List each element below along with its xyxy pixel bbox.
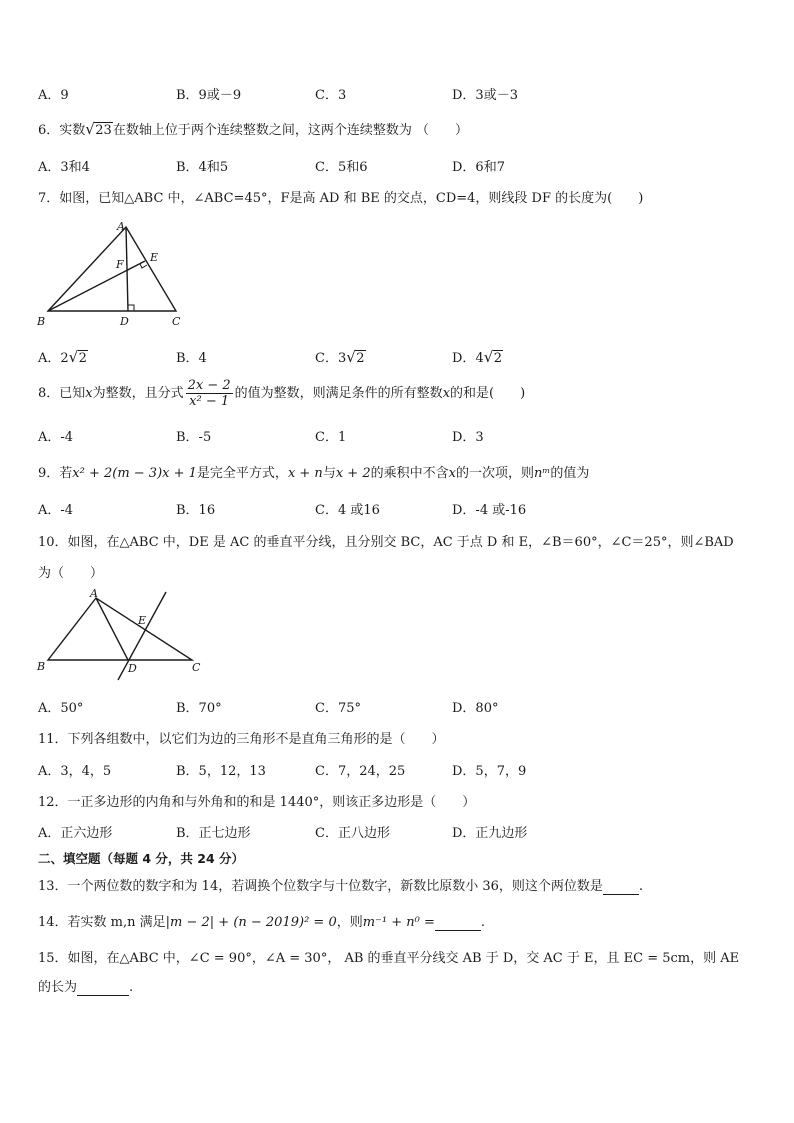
q8-option-d[interactable]: D．3	[452, 430, 484, 445]
q10-label-a: A	[90, 587, 98, 600]
q6-radicand: 23	[95, 123, 112, 138]
q7-stem: 7．如图，已知△ABC 中，∠ABC=45°，F是高 AD 和 BE 的交点，CD=4，则线段 DF 的长度为( )	[38, 191, 644, 206]
section-2-title: 二、填空题（每题 4 分，共 24 分）	[38, 851, 245, 866]
q7-option-c[interactable]	[315, 347, 366, 366]
q8-mid: 为整数，且分式	[92, 386, 184, 401]
q9-expr1: x² + 2(m − 3)x + 1	[72, 466, 197, 481]
q8-fraction	[186, 378, 233, 409]
q7-label-a: A	[117, 220, 125, 233]
q9-stem	[38, 462, 589, 481]
q8-frac-den: x² − 1	[189, 394, 230, 409]
q7-option-d-prefix: D．	[452, 351, 476, 366]
q9-mid4: 的一次项，则	[455, 466, 534, 481]
q11-option-a[interactable]: A．3，4，5	[38, 764, 112, 779]
q7-option-c-coef: 3	[337, 351, 347, 366]
q9-expr4: nᵐ	[533, 466, 551, 481]
q10-segment-ad	[96, 598, 128, 660]
q6-prefix: 6．实数	[38, 123, 86, 138]
q9-var-x: x	[448, 466, 456, 481]
q11-options	[38, 760, 758, 778]
q8-prefix: 8．已知	[38, 386, 86, 401]
q9-end: 的值为	[550, 466, 590, 481]
q10-option-a[interactable]: A．50°	[38, 701, 84, 716]
q10-label-b: B	[37, 660, 46, 673]
q7-altitude-be	[48, 261, 145, 311]
q15-line2-text: 的长为	[38, 980, 78, 995]
q9-option-b[interactable]: B．16	[176, 503, 216, 518]
q5-option-a[interactable]: A．9	[38, 88, 69, 103]
q9-expr2: x + n	[287, 466, 323, 481]
q7-right-angle-d	[128, 305, 134, 311]
q7-triangle	[48, 227, 176, 311]
q7-label-c: C	[172, 315, 181, 328]
q10-label-d: D	[128, 662, 137, 675]
q11-option-b[interactable]: B．5，12，13	[176, 764, 266, 779]
q14-mid: ，则	[336, 915, 363, 930]
q7-option-a-prefix: A．	[38, 351, 61, 366]
q8-option-b[interactable]: B．-5	[176, 430, 212, 445]
q11-option-c[interactable]: C．7，24，25	[315, 764, 406, 779]
q12-option-a[interactable]: A．正六边形	[38, 826, 113, 841]
q13-answer-blank[interactable]	[603, 879, 639, 895]
q14-answer-blank[interactable]	[435, 915, 481, 931]
q10-option-b[interactable]: B．70°	[176, 701, 222, 716]
q7-option-d-rad: 2	[493, 351, 502, 366]
q10-option-c[interactable]: C．75°	[315, 701, 361, 716]
q7-option-a[interactable]	[38, 347, 88, 366]
q10-stem-line2: 为（ ）	[38, 566, 104, 581]
q6-stem	[38, 119, 468, 138]
q9-mid2: 与	[322, 466, 336, 481]
q7-option-c-sqrt: √ 2	[346, 348, 365, 366]
q10-label-e: E	[138, 614, 147, 627]
q6-option-b[interactable]: B．4和5	[176, 160, 229, 175]
q15-stem-line2	[38, 976, 133, 996]
q12-option-b[interactable]: B．正七边形	[176, 826, 251, 841]
q8-frac-num: 2x − 2	[187, 378, 231, 393]
q9-expr3: x + 2	[335, 466, 371, 481]
q10-label-c: C	[192, 661, 201, 674]
q6-suffix: 在数轴上位于两个连续整数之间，这两个连续整数为 （ ）	[112, 123, 468, 138]
q10-option-d[interactable]: D．80°	[452, 701, 499, 716]
q14-stem	[38, 911, 485, 931]
q13-stem	[38, 875, 643, 895]
q8-options	[38, 426, 758, 444]
q8-option-c[interactable]: C．1	[315, 430, 347, 445]
q6-option-c[interactable]: C．5和6	[315, 160, 368, 175]
q11-stem: 11．下列各组数中，以它们为边的三角形不是直角三角形的是（ ）	[38, 732, 445, 747]
q9-option-a[interactable]: A．-4	[38, 503, 74, 518]
q7-option-a-rad: 2	[78, 351, 87, 366]
q5-option-c[interactable]: C．3	[315, 88, 347, 103]
q10-figure	[34, 586, 214, 684]
q7-option-b[interactable]: B．4	[176, 351, 207, 366]
q14-prefix: 14．若实数 m,n 满足	[38, 915, 166, 930]
q7-option-d[interactable]	[452, 347, 503, 366]
q7-option-d-sqrt: √ 2	[483, 348, 502, 366]
q11-option-d[interactable]: D．5，7，9	[452, 764, 527, 779]
q8-end: 的和是( )	[450, 386, 526, 401]
q7-option-c-prefix: C．	[315, 351, 338, 366]
q9-prefix: 9．若	[38, 466, 73, 481]
q9-mid3: 的乘积中不含	[370, 466, 449, 481]
q9-mid1: 是完全平方式，	[196, 466, 288, 481]
q6-options	[38, 156, 758, 174]
q6-option-a[interactable]: A．3和4	[38, 160, 90, 175]
q9-options	[38, 499, 758, 517]
q7-label-f: F	[116, 258, 124, 271]
q10-options	[38, 697, 758, 715]
q6-option-d[interactable]: D．6和7	[452, 160, 505, 175]
q12-stem: 12．一正多边形的内角和与外角和的和是 1440°，则该正多边形是（ ）	[38, 795, 476, 810]
q7-label-e: E	[150, 251, 159, 264]
q5-option-d[interactable]: D．3或－3	[452, 88, 518, 103]
q8-suffix: 的值为整数，则满足条件的所有整数	[234, 386, 443, 401]
q8-var-x: x	[85, 386, 93, 401]
q8-option-a[interactable]: A．-4	[38, 430, 74, 445]
q10-perp-bisector	[118, 592, 166, 680]
q5-option-b[interactable]: B．9或－9	[176, 88, 242, 103]
q14-expr: |m − 2| + (n − 2019)² = 0	[165, 915, 337, 930]
q7-altitude-ad	[126, 227, 128, 311]
q7-figure	[34, 218, 184, 330]
q13-text: 13．一个两位数的数字和为 14，若调换个位数字与十位数字，新数比原数小 36，则这个两位数是	[38, 879, 603, 894]
q10-stem-line1: 10．如图，在△ABC 中，DE 是 AC 的垂直平分线，且分别交 BC，AC 于点 D 和 E，∠B＝60°，∠C＝25°，则∠BAD	[38, 535, 734, 550]
q5-options	[38, 84, 758, 102]
q10-triangle	[48, 598, 192, 660]
q8-suffix-var: x	[442, 386, 451, 401]
q15-end: .	[129, 980, 134, 995]
q7-label-d: D	[120, 315, 129, 328]
q8-stem	[38, 378, 525, 409]
q7-option-c-rad: 2	[356, 351, 365, 366]
q9-option-d[interactable]: D．-4 或-16	[452, 503, 527, 518]
q7-options	[38, 347, 758, 365]
q15-stem-line1: 15．如图，在△ABC 中，∠C = 90°，∠A = 30°， AB 的垂直平分线交 AB 于 D，交 AC 于 E，且 EC = 5cm，则 AE	[38, 951, 740, 966]
q15-answer-blank[interactable]	[77, 980, 129, 996]
q7-right-angle-e	[140, 264, 147, 268]
q13-end: .	[638, 879, 644, 894]
q14-expr2: m⁻¹ + n⁰ =	[362, 915, 435, 930]
q12-option-c[interactable]: C．正八边形	[315, 826, 390, 841]
q12-option-d[interactable]: D．正九边形	[452, 826, 528, 841]
q6-sqrt: √ 23	[85, 120, 112, 138]
q9-option-c[interactable]: C．4 或16	[315, 503, 380, 518]
q7-option-a-coef: 2	[60, 351, 69, 366]
q7-option-d-coef: 4	[475, 351, 484, 366]
q7-option-a-sqrt: √ 2	[68, 348, 87, 366]
q14-end: .	[480, 915, 486, 930]
q7-label-b: B	[37, 315, 46, 328]
q12-options	[38, 822, 758, 840]
